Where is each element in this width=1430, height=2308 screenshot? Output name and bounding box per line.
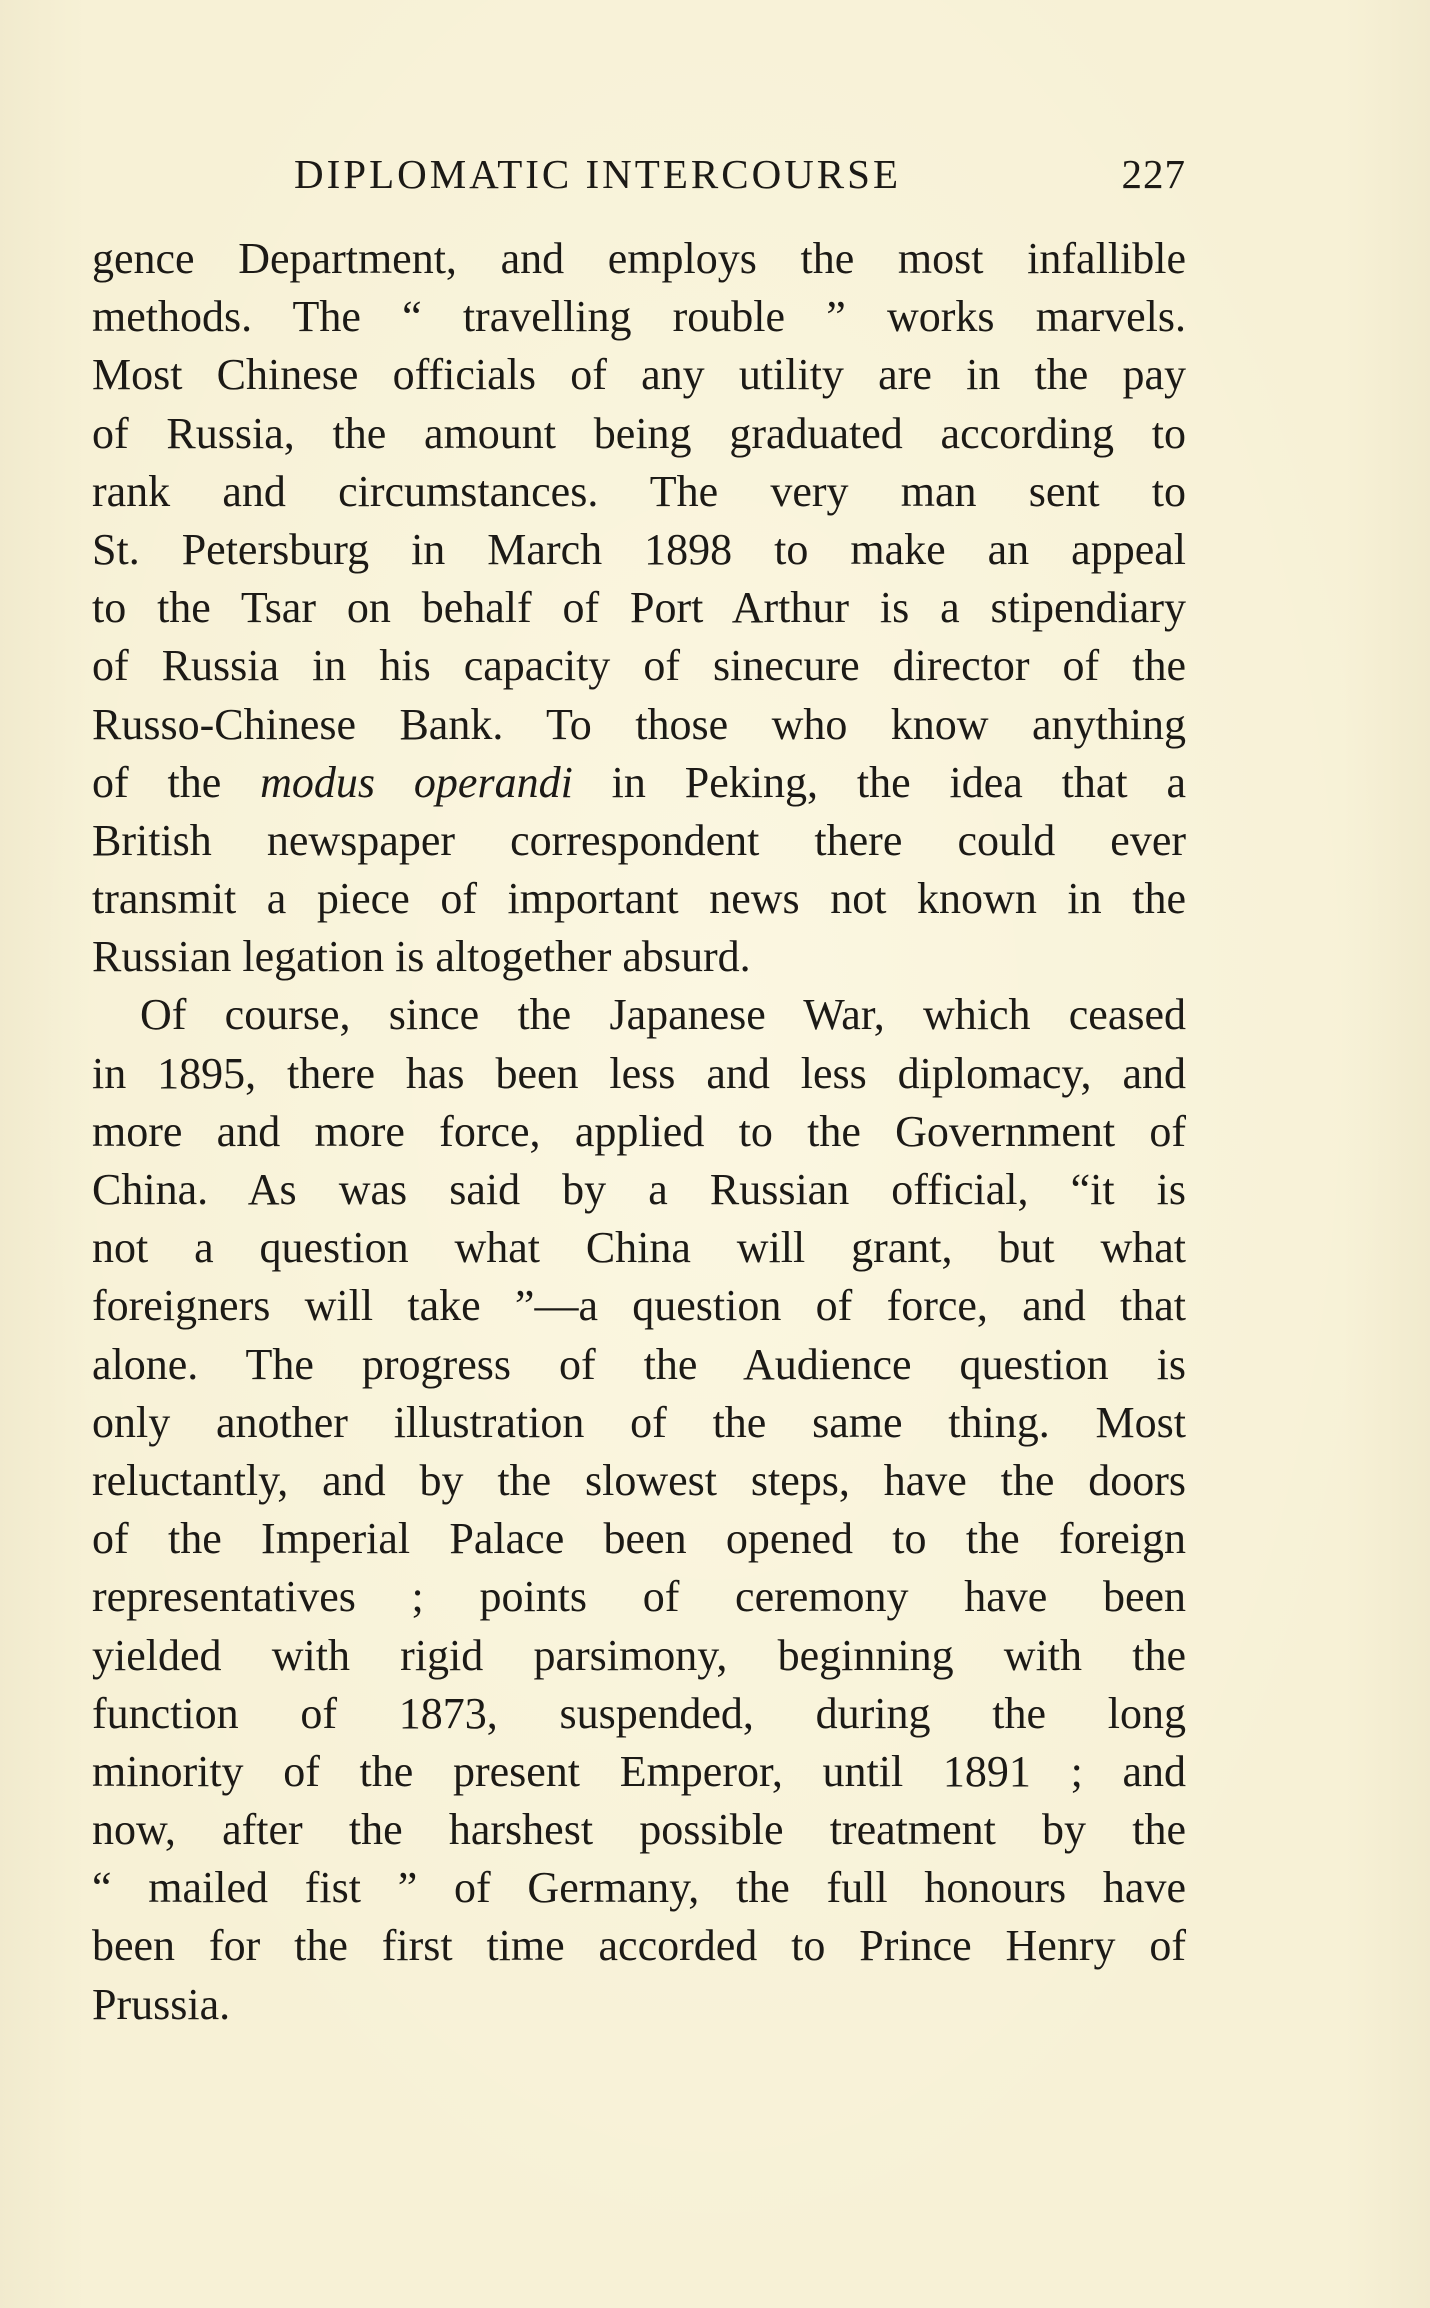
text-line: [92, 754, 1186, 812]
text-line: foreigners will take ”—a question of force, and that: [92, 1281, 1186, 1331]
text-line: function of 1873, suspended, during the long: [92, 1688, 1186, 1738]
text-segment: in Peking, the idea that a: [572, 757, 1186, 807]
text-line: of Russia, the amount being graduated according to: [92, 408, 1186, 458]
text-line: been for the first time accorded to Prince Henry of: [92, 1921, 1186, 1971]
text-line: Prussia.: [92, 1979, 231, 2029]
text-line: methods. The “ travelling rouble ” works marvels.: [92, 292, 1186, 342]
paragraph-2: [92, 986, 1186, 2033]
text-line: Most Chinese officials of any utility are in the pay: [92, 350, 1186, 400]
text-line: yielded with rigid parsimony, beginning with the: [92, 1630, 1186, 1680]
text-line: in 1895, there has been less and less diplomacy, and: [92, 1048, 1186, 1098]
text-line: now, after the harshest possible treatment by the: [92, 1805, 1186, 1855]
text-line: alone. The progress of the Audience question is: [92, 1339, 1186, 1389]
text-line: to the Tsar on behalf of Port Arthur is a stipendiary: [92, 583, 1186, 633]
paragraph-1: [92, 230, 1186, 986]
text-segment: of the: [92, 757, 261, 807]
text-line: British newspaper correspondent there could ever: [92, 815, 1186, 865]
text-line: St. Petersburg in March 1898 to make an appeal: [92, 524, 1186, 574]
text-line: reluctantly, and by the slowest steps, have the doors: [92, 1455, 1186, 1505]
body-text: [92, 230, 1186, 2034]
page-number: 227: [1121, 151, 1186, 197]
text-line: Russian legation is altogether absurd.: [92, 932, 751, 982]
text-line: China. As was said by a Russian official, “it is: [92, 1165, 1186, 1214]
text-line: “ mailed fist ” of Germany, the full honours have: [92, 1863, 1186, 1913]
text-line: Of course, since the Japanese War, which ceased: [140, 990, 1186, 1040]
text-line: gence Department, and employs the most infallible: [92, 234, 1186, 283]
text-line: of the Imperial Palace been opened to the foreign: [92, 1514, 1186, 1564]
text-line: of Russia in his capacity of sinecure director of the: [92, 641, 1186, 691]
text-line: minority of the present Emperor, until 1891 ; and: [92, 1746, 1186, 1796]
italic-phrase: modus operandi: [260, 757, 573, 807]
running-head: [92, 150, 1186, 210]
text-line: transmit a piece of important news not known in the: [92, 874, 1186, 924]
text-line: not a question what China will grant, but what: [92, 1223, 1186, 1273]
running-title: DIPLOMATIC INTERCOURSE: [294, 151, 901, 197]
text-line: Russo-Chinese Bank. To those who know anything: [92, 699, 1186, 749]
text-line: more and more force, applied to the Government of: [92, 1106, 1186, 1156]
text-line: representatives ; points of ceremony have been: [92, 1572, 1186, 1622]
text-line: rank and circumstances. The very man sent to: [92, 466, 1186, 516]
text-line: only another illustration of the same thing. Most: [92, 1397, 1186, 1447]
